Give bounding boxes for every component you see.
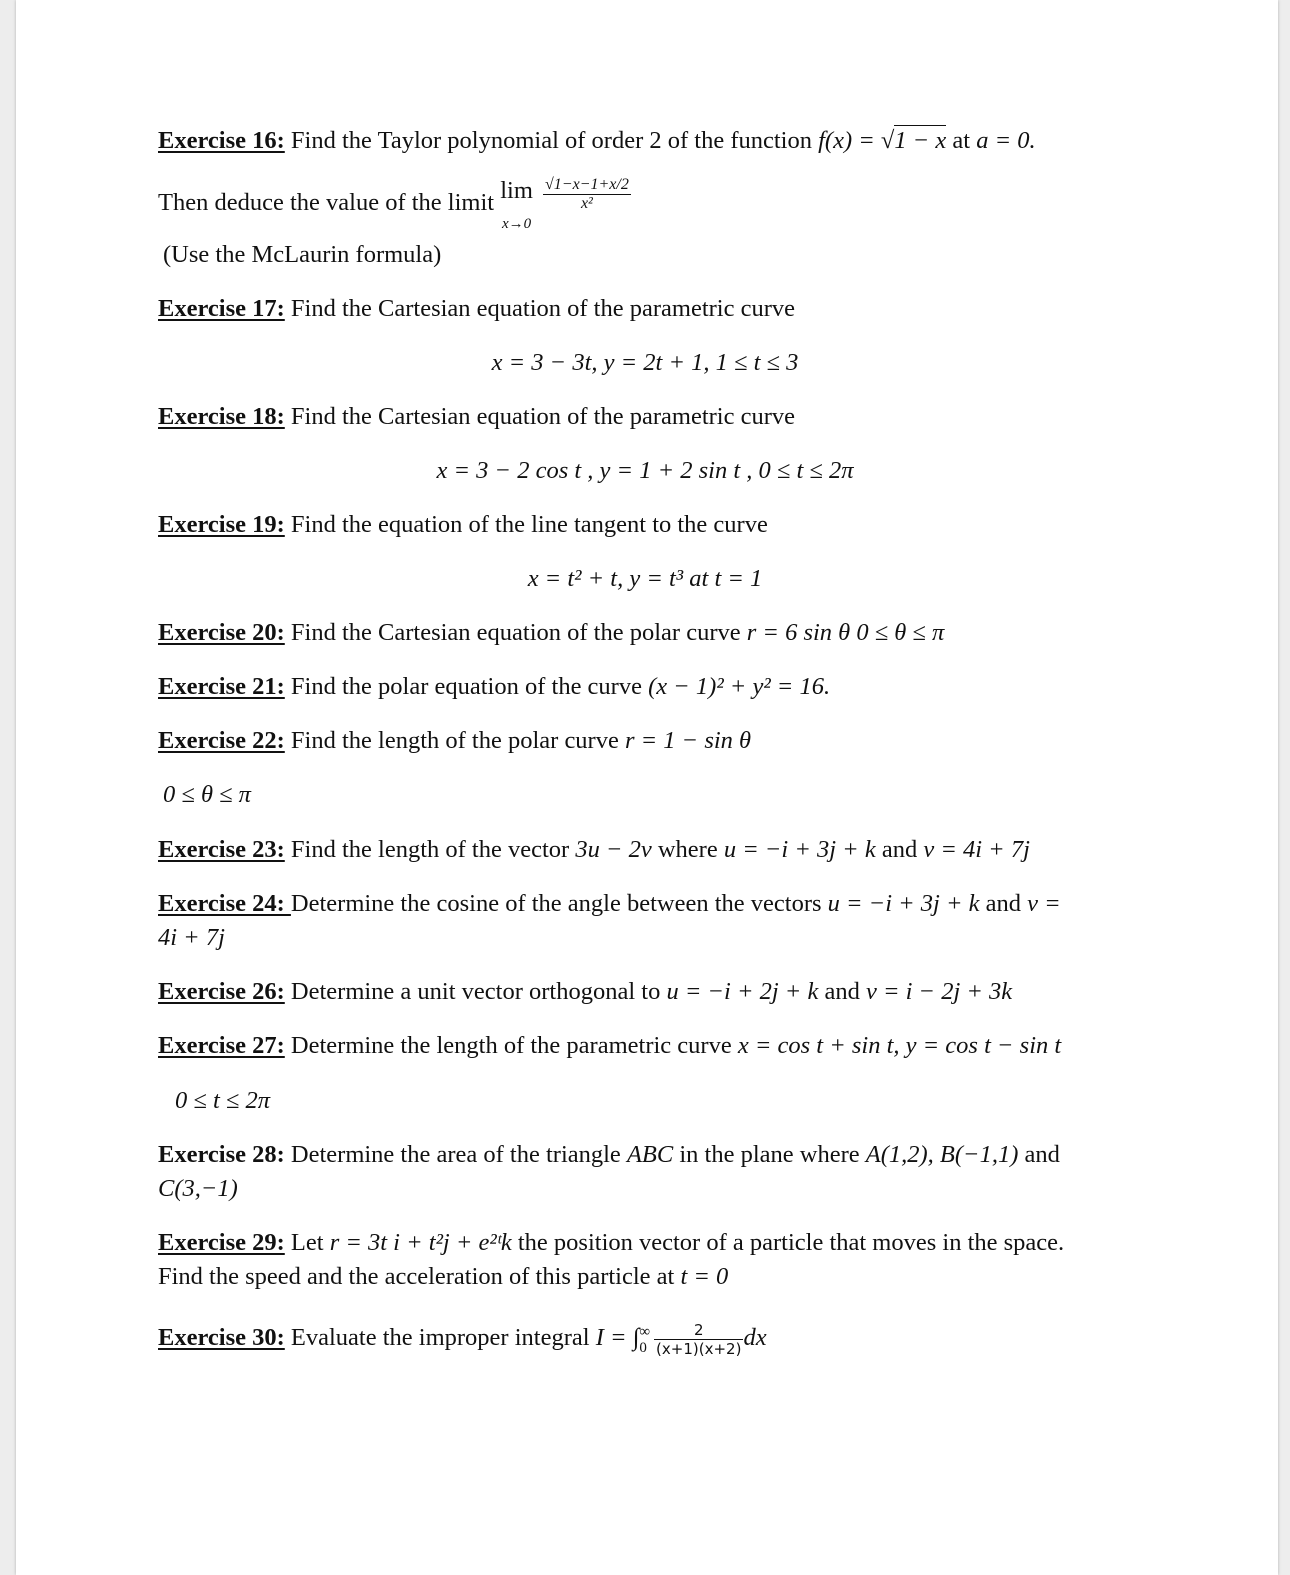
point-a: a = 0.	[976, 127, 1036, 154]
exercise-label: Exercise 19:	[158, 511, 285, 538]
exercise-16-limit	[158, 176, 1158, 236]
circle-equation: (x − 1)² + y² = 16.	[648, 673, 831, 700]
exercise-text: Determine the cosine of the angle between the vectors	[290, 890, 828, 917]
conjunction: and	[818, 978, 866, 1005]
exercise-17	[158, 294, 1158, 324]
exercise-text: Let	[284, 1229, 330, 1256]
parametric-curve: x = cos t + sin t, y = cos t − sin t	[737, 1032, 1062, 1059]
exercise-23	[158, 835, 1158, 865]
limit-intro: Then deduce the value of the limit	[158, 189, 501, 216]
exercise-text: Find the length of the vector	[284, 836, 576, 863]
integrand-numerator: 2	[654, 1321, 743, 1340]
vector-u: u = −i + 3j + k	[723, 836, 876, 863]
points-ab: A(1,2), B(−1,1)	[865, 1141, 1019, 1168]
polar-curve: r = 6 sin θ 0 ≤ θ ≤ π	[746, 619, 945, 646]
exercise-29-continued	[158, 1262, 1158, 1292]
exercise-28	[158, 1140, 1158, 1170]
polar-curve: r = 1 − sin θ	[624, 727, 752, 754]
exercise-27	[158, 1031, 1158, 1061]
lim-subscript: x→0	[501, 216, 532, 232]
vector-expression: 3u − 2v	[575, 836, 652, 863]
exercise-label: Exercise 21:	[158, 673, 285, 700]
conjunction: and	[1018, 1141, 1060, 1168]
exercise-16-hint: (Use the McLaurin formula)	[163, 241, 442, 268]
exercise-label: Exercise 27:	[158, 1032, 285, 1059]
exercise-22-range: 0 ≤ θ ≤ π	[163, 781, 251, 808]
exercise-text: Find the polar equation of the curve	[284, 673, 649, 700]
exercise-21	[158, 672, 1158, 702]
exercise-text: Find the Taylor polynomial of order 2 of the function	[284, 127, 819, 154]
function-def: f(x) =	[818, 127, 881, 154]
exercise-text: Find the equation of the line tangent to the curve	[284, 511, 768, 538]
sqrt-symbol: √	[880, 127, 895, 154]
limit-operator	[500, 176, 533, 236]
time-value: t = 0	[680, 1263, 729, 1290]
exercise-label: Exercise 18:	[158, 403, 285, 430]
integral-limits	[639, 1324, 650, 1356]
exercise-label: Exercise 20:	[158, 619, 285, 646]
sqrt-argument: 1 − x	[894, 127, 947, 154]
exercise-19	[158, 510, 1158, 540]
fraction-denominator: x²	[580, 195, 593, 212]
exercise-29	[158, 1228, 1158, 1258]
exercise-text: Find the Cartesian equation of the parametric curve	[284, 403, 796, 430]
exercise-label: Exercise 28:	[158, 1141, 285, 1168]
exercise-text: Find the length of the polar curve	[284, 727, 625, 754]
exercise-text: Determine the length of the parametric curve	[284, 1032, 738, 1059]
exercise-label: Exercise 26:	[158, 978, 285, 1005]
exercise-label: Exercise 30:	[158, 1324, 285, 1352]
exercise-18	[158, 402, 1158, 432]
exercise-text: Determine the area of the triangle	[284, 1141, 627, 1168]
exercise-24	[158, 889, 1158, 919]
exercise-text: Find the Cartesian equation of the polar curve	[284, 619, 747, 646]
vector-u: u = −i + 3j + k	[827, 890, 980, 917]
exercise-22	[158, 726, 1158, 756]
exercise-label: Exercise 29:	[158, 1229, 285, 1256]
integrand-denominator: (x+1)(x+2)	[656, 1340, 742, 1358]
exercise-17-equation: x = 3 − 3t, y = 2t + 1, 1 ≤ t ≤ 3	[491, 349, 799, 376]
exercise-24-continued: 4i + 7j	[158, 924, 225, 951]
upper-limit: ∞	[639, 1323, 651, 1340]
exercise-label: Exercise 17:	[158, 295, 285, 322]
exercise-text: where	[651, 836, 724, 863]
exercise-18-equation: x = 3 − 2 cos t , y = 1 + 2 sin t , 0 ≤ t ≤ 2π	[436, 457, 854, 484]
differential: dx	[743, 1324, 767, 1352]
position-vector: r = 3t i + t²j + e²ᵗk	[329, 1229, 512, 1256]
exercise-label: Exercise 22:	[158, 727, 285, 754]
exercise-text: in the plane where	[673, 1141, 866, 1168]
fraction-numerator: √1−x−1+x/2	[545, 176, 629, 193]
triangle-name: ABC	[626, 1141, 674, 1168]
vector-u: u = −i + 2j + k	[666, 978, 819, 1005]
lower-limit: 0	[639, 1339, 647, 1356]
exercise-text: Find the Cartesian equation of the parametric curve	[284, 295, 796, 322]
exercise-text: Find the speed and the acceleration of this particle at	[158, 1263, 681, 1290]
exercise-26	[158, 977, 1158, 1007]
exercise-19-equation: x = t² + t, y = t³ at t = 1	[527, 565, 763, 592]
exercise-label: Exercise 23:	[158, 836, 285, 863]
exercise-20	[158, 618, 1158, 648]
exercise-text: Determine a unit vector orthogonal to	[284, 978, 667, 1005]
exercise-text: Evaluate the improper integral	[284, 1324, 596, 1352]
exercise-text: the position vector of a particle that moves in the space.	[511, 1229, 1065, 1256]
lim-text: lim	[500, 177, 533, 204]
limit-fraction	[543, 176, 631, 213]
vector-v: v = i − 2j + 3k	[865, 978, 1013, 1005]
conjunction: and	[875, 836, 924, 863]
exercise-label	[158, 890, 291, 917]
exercise-label: Exercise 16:	[158, 127, 285, 154]
conjunction: and	[979, 890, 1028, 917]
exercise-label-text: Exercise 24:	[158, 890, 291, 917]
exercise-text: at	[946, 127, 977, 154]
integrand-fraction	[654, 1321, 743, 1358]
vector-v-start: v =	[1027, 890, 1061, 917]
exercise-16	[158, 126, 1158, 156]
exercise-30	[158, 1321, 1158, 1358]
integral-symbol: I = ∫	[595, 1324, 640, 1352]
exercise-28-point-c: C(3,−1)	[158, 1175, 238, 1202]
vector-v: v = 4i + 7j	[923, 836, 1030, 863]
exercise-27-range: 0 ≤ t ≤ 2π	[175, 1087, 270, 1114]
